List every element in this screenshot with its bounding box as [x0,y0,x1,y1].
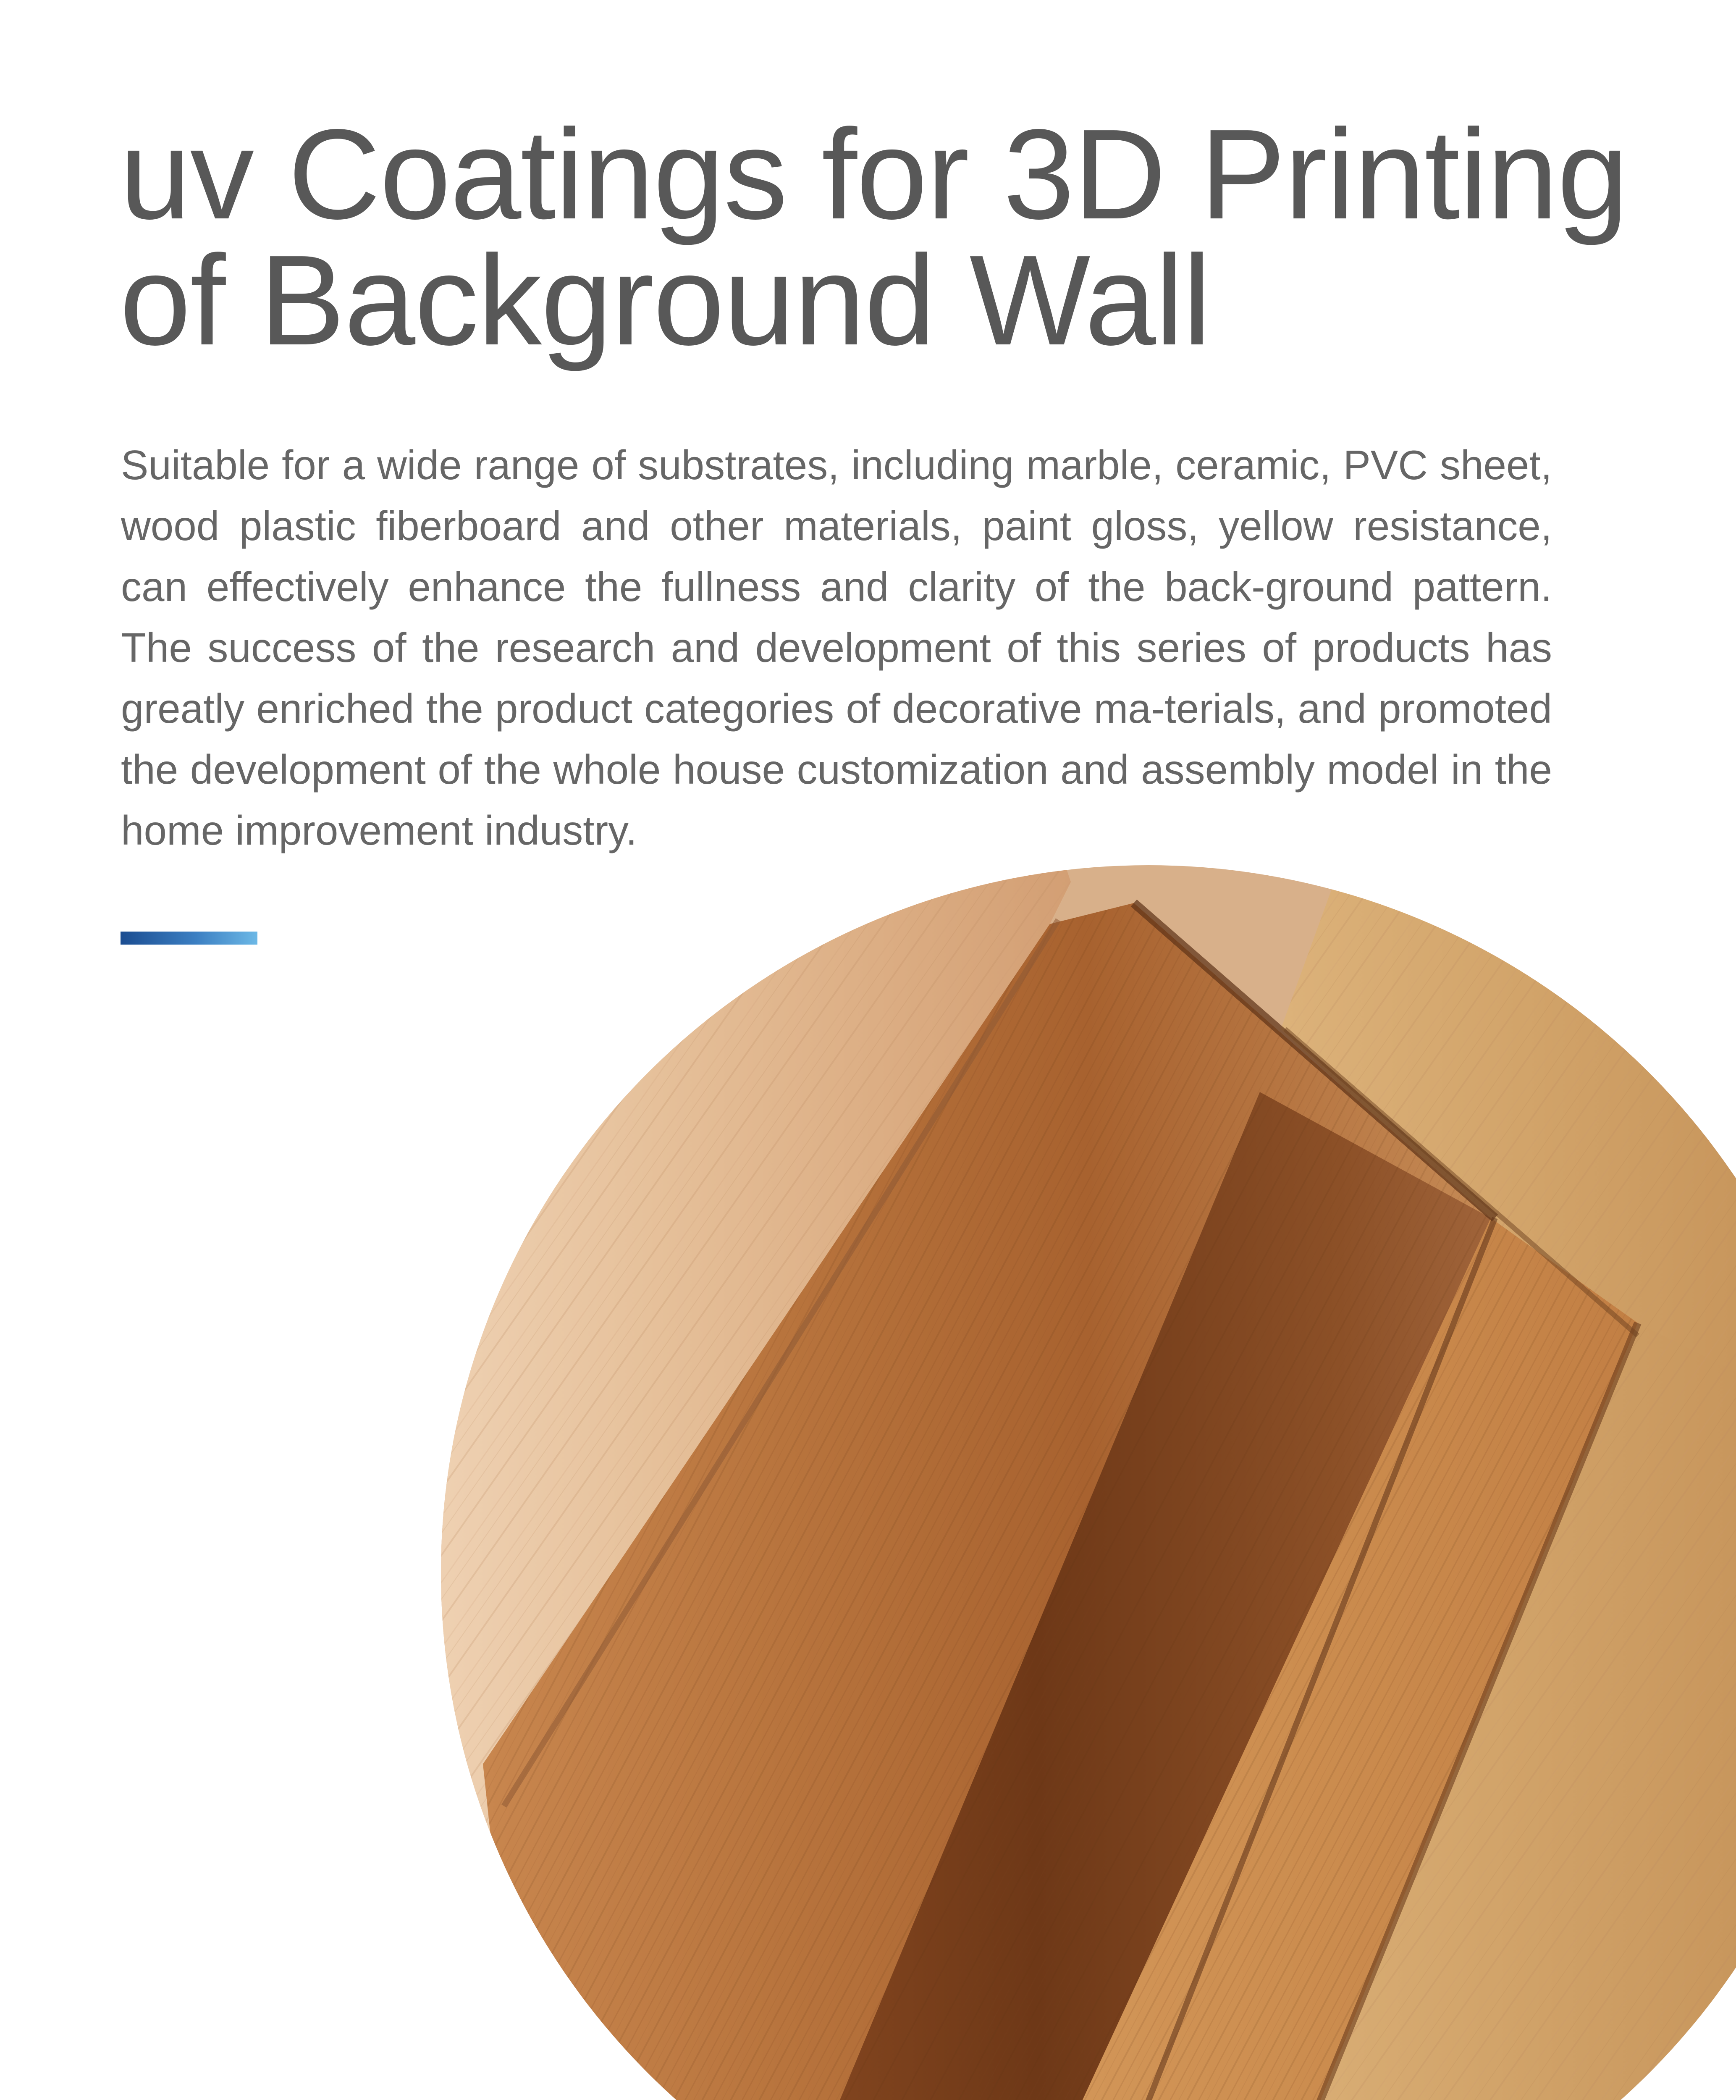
accent-divider [121,932,257,945]
description-paragraph: Suitable for a wide range of substrates, including marble, ceramic, PVC sheet, wood plastic fiberboard and other materials, paint gloss, yellow resistance, can effectively enhance the fullness and clarity of the back-ground pattern. The success of the research and development of this series of products has greatly enriched the product categories of decorative ma-terials, and promoted the development of the whole house customization and assembly model in the home improvement industry. [121,442,1552,853]
page-title: uv Coatings for 3D Printing of Background Wall [120,102,1628,372]
